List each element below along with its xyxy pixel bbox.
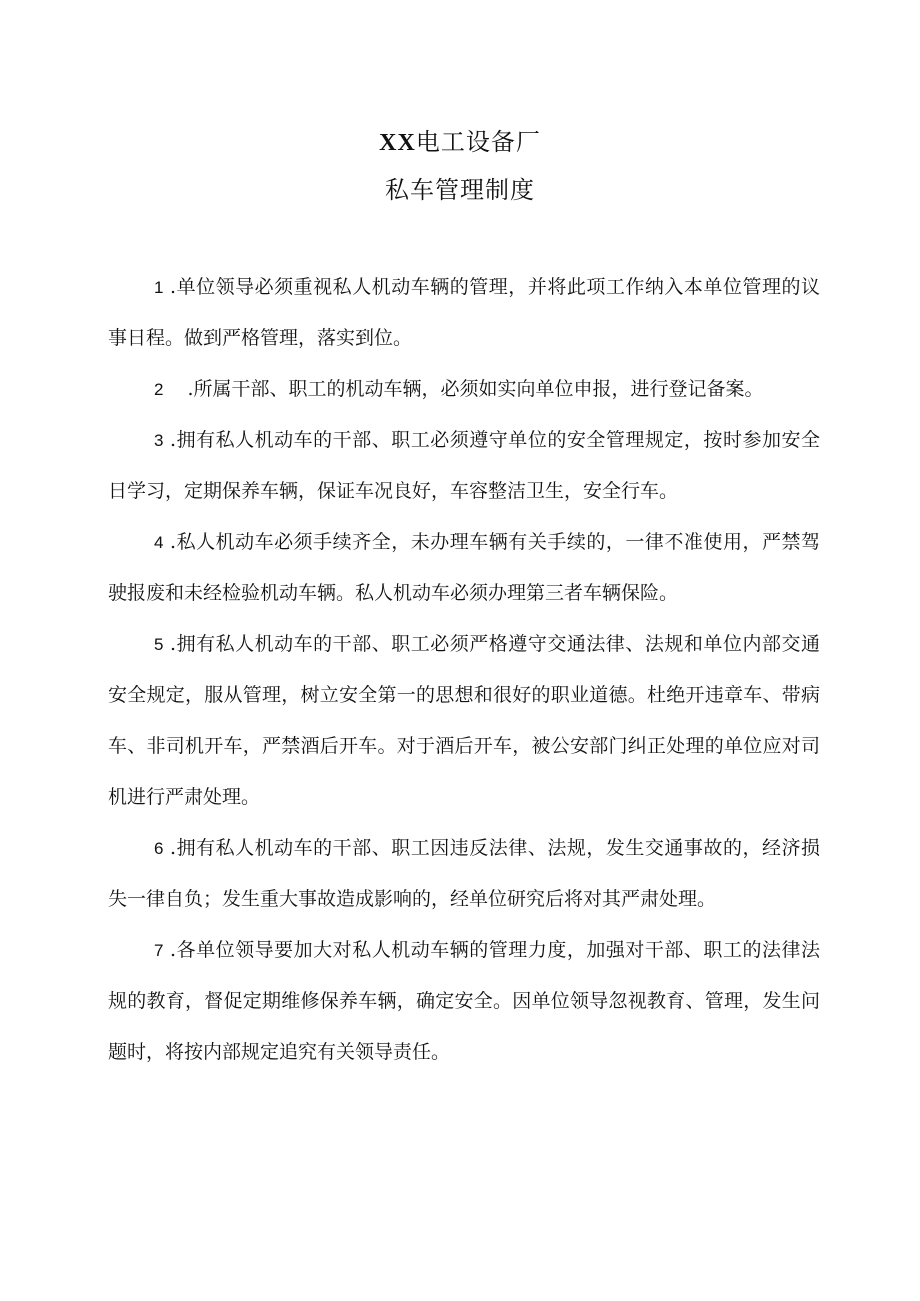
rule-item-5 — [108, 619, 820, 823]
rule-item-7 — [108, 925, 820, 1078]
rule-item-4 — [108, 517, 820, 619]
rule-text: .拥有私人机动车的干部、职工必须遵守单位的安全管理规定，按时参加安全日学习，定期保养车辆，保证车况良好，车容整洁卫生，安全行车。 — [108, 429, 820, 502]
rule-number: 2 — [154, 380, 164, 399]
document-title — [0, 128, 920, 158]
title-latin-text: XX — [379, 130, 416, 156]
rule-text: .所属干部、职工的机动车辆，必须如实向单位申报，进行登记备案。 — [187, 378, 764, 400]
rule-item-2 — [108, 364, 820, 415]
rule-number: 5 — [154, 635, 164, 654]
rule-number: 3 — [154, 431, 164, 450]
document-subtitle: 私车管理制度 — [385, 176, 535, 204]
rule-text: .单位领导必须重视私人机动车辆的管理，并将此项工作纳入本单位管理的议事日程。做到严格管理，落实到位。 — [108, 276, 820, 349]
rule-number: 1 — [154, 278, 164, 297]
rule-text: .各单位领导要加大对私人机动车辆的管理力度，加强对干部、职工的法律法规的教育，督促定期维修保养车辆，确定安全。因单位领导忽视教育、管理，发生问题时，将按内部规定追究有关领导责任。 — [108, 939, 820, 1063]
title-chinese-text: 电工设备厂 — [415, 128, 541, 156]
rule-number: 4 — [154, 533, 164, 552]
rule-item-6 — [108, 823, 820, 925]
rule-text: .拥有私人机动车的干部、职工因违反法律、法规，发生交通事故的，经济损失一律自负；发生重大事故造成影响的，经单位研究后将对其严肃处理。 — [108, 837, 820, 910]
rule-text: .拥有私人机动车的干部、职工必须严格遵守交通法律、法规和单位内部交通安全规定，服从管理，树立安全第一的思想和很好的职业道德。杜绝开违章车、带病车、非司机开车，严禁酒后开车。对于酒后开车，被公安部门纠正处理的单位应对司机进行严肃处理。 — [108, 633, 820, 808]
rules-list — [108, 262, 820, 1078]
rule-item-1 — [108, 262, 820, 364]
rule-text: .私人机动车必须手续齐全，未办理车辆有关手续的，一律不准使用，严禁驾驶报废和未经检验机动车辆。私人机动车必须办理第三者车辆保险。 — [108, 531, 820, 604]
rule-number: 6 — [154, 839, 164, 858]
rule-item-3 — [108, 415, 820, 517]
rule-number: 7 — [154, 941, 164, 960]
